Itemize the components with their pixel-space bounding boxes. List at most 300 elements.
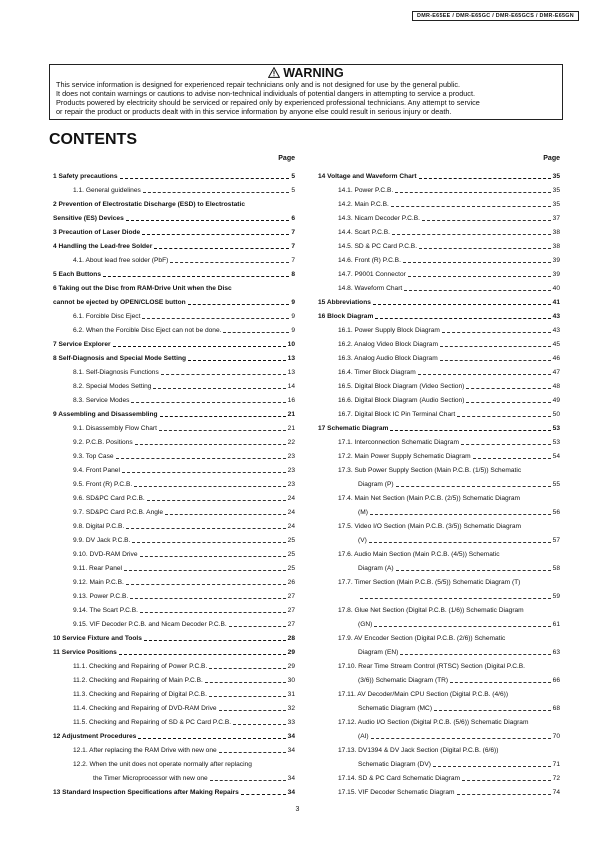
- toc-entry[interactable]: [53, 238, 295, 252]
- toc-entry[interactable]: [318, 490, 560, 504]
- toc-leader-line: [369, 541, 551, 543]
- toc-leader-line: [209, 695, 286, 697]
- toc-left-column: [53, 152, 295, 798]
- warning-box: [49, 64, 563, 120]
- toc-entry-page: 54: [552, 453, 560, 460]
- toc-entry-page: 7: [291, 243, 295, 250]
- toc-entry-title: 11.3. Checking and Repairing of Digital P.C.B.: [73, 691, 207, 698]
- toc-entry[interactable]: [318, 686, 560, 700]
- toc-leader-line: [233, 723, 286, 725]
- toc-leader-line: [434, 709, 551, 711]
- toc-leader-line: [113, 345, 286, 347]
- toc-entry-title: 9.11. Rear Panel: [73, 565, 122, 572]
- toc-entry-page: 68: [552, 705, 560, 712]
- toc-entry[interactable]: [53, 630, 295, 644]
- toc-leader-line: [466, 387, 550, 389]
- toc-entry[interactable]: [53, 280, 295, 294]
- toc-leader-line: [360, 597, 551, 599]
- toc-entry[interactable]: [318, 700, 560, 714]
- toc-entry-title: 12.1. After replacing the RAM Drive with new one: [73, 747, 217, 754]
- toc-entry-page: 27: [287, 593, 295, 600]
- toc-leader-line: [103, 275, 289, 277]
- toc-entry[interactable]: [53, 518, 295, 532]
- toc-entry-page: 21: [287, 425, 295, 432]
- toc-entry-page: 63: [552, 649, 560, 656]
- toc-entry-title: 17.5. Video I/O Section (Main P.C.B. (3/5)) Schematic Diagram: [338, 523, 521, 530]
- toc-entry-page: 34: [287, 775, 295, 782]
- toc-entry-title: 11.1. Checking and Repairing of Power P.C.B.: [73, 663, 208, 670]
- contents-title: CONTENTS: [49, 131, 137, 148]
- toc-entry-title: 14.6. Front (R) P.C.B.: [338, 257, 401, 264]
- toc-entry[interactable]: [53, 266, 295, 280]
- toc-entry[interactable]: [53, 532, 295, 546]
- toc-leader-line: [165, 513, 286, 515]
- toc-entry[interactable]: [53, 168, 295, 182]
- toc-entry-page: 23: [287, 467, 295, 474]
- toc-entry-page: 29: [287, 663, 295, 670]
- toc-leader-line: [473, 457, 551, 459]
- toc-entry[interactable]: [53, 462, 295, 476]
- toc-entry-title: 9.1. Disassembly Flow Chart: [73, 425, 157, 432]
- toc-entry-page: 34: [287, 733, 295, 740]
- toc-leader-line: [241, 793, 286, 795]
- toc-entry[interactable]: [318, 742, 560, 756]
- toc-entry-title: Diagram (EN): [358, 649, 399, 656]
- toc-entry[interactable]: [318, 210, 560, 224]
- toc-leader-line: [140, 555, 286, 557]
- toc-entry-title: 17.11. AV Decoder/Main CPU Section (Digital P.C.B. (4/6)): [338, 691, 509, 698]
- toc-entry-title: Diagram (A): [358, 565, 394, 572]
- toc-entry-page: 53: [552, 425, 560, 432]
- toc-leader-line: [408, 275, 551, 277]
- toc-entry-title: 8.3. Service Modes: [73, 397, 130, 404]
- toc-entry-title: 8.1. Self-Diagnosis Functions: [73, 369, 159, 376]
- toc-entry[interactable]: [53, 504, 295, 518]
- toc-entry-title: 6.1. Forcible Disc Eject: [73, 313, 141, 320]
- toc-entry-title: 16.2. Analog Video Block Diagram: [338, 341, 438, 348]
- toc-leader-line: [131, 401, 285, 403]
- toc-entry-title: 16 Block Diagram: [318, 313, 374, 320]
- toc-entry[interactable]: [318, 350, 560, 364]
- toc-entry[interactable]: [318, 476, 560, 490]
- toc-entry[interactable]: [53, 350, 295, 364]
- toc-entry[interactable]: [318, 168, 560, 182]
- toc-entry[interactable]: [318, 756, 560, 770]
- toc-entry-page: 6: [291, 215, 295, 222]
- toc-leader-line: [442, 331, 551, 333]
- toc-entry-title: 17.9. AV Encoder Section (Digital P.C.B. (2/6)) Schematic: [338, 635, 506, 642]
- toc-entry[interactable]: [53, 644, 295, 658]
- toc-entry-page: 45: [552, 341, 560, 348]
- toc-entry[interactable]: [53, 742, 295, 756]
- toc-entry-page: 34: [287, 789, 295, 796]
- toc-leader-line: [374, 625, 550, 627]
- toc-entry-page: 55: [552, 481, 560, 488]
- toc-entry-page: 24: [287, 523, 295, 530]
- toc-entry-title: 16.6. Digital Block Diagram (Audio Section): [338, 397, 465, 404]
- toc-entry[interactable]: [318, 518, 560, 532]
- toc-entry[interactable]: [53, 672, 295, 686]
- toc-leader-line: [205, 681, 286, 683]
- toc-entry[interactable]: [53, 476, 295, 490]
- toc-entry-title: (V): [358, 537, 367, 544]
- toc-leader-line: [144, 639, 286, 641]
- toc-entry[interactable]: [53, 588, 295, 602]
- toc-entry-title: 17.14. SD & PC Card Schematic Diagram: [338, 775, 461, 782]
- toc-entry[interactable]: [53, 182, 295, 196]
- toc-entry[interactable]: [318, 322, 560, 336]
- toc-leader-line: [124, 569, 286, 571]
- toc-leader-line: [461, 443, 551, 445]
- toc-entry[interactable]: [318, 294, 560, 308]
- toc-leader-line: [120, 177, 290, 179]
- toc-entry[interactable]: [53, 714, 295, 728]
- toc-leader-line: [395, 191, 550, 193]
- toc-entry-page: 22: [287, 439, 295, 446]
- toc-entry-title: 9.7. SD&PC Card P.C.B. Angle: [73, 509, 164, 516]
- toc-entry[interactable]: [318, 224, 560, 238]
- toc-entry-page: 38: [552, 229, 560, 236]
- toc-entry[interactable]: [318, 238, 560, 252]
- toc-entry-page: 71: [552, 761, 560, 768]
- toc-entry-page: 7: [291, 257, 295, 264]
- toc-entry-page: 37: [552, 215, 560, 222]
- warning-title-row: [56, 66, 556, 80]
- toc-entry[interactable]: [53, 770, 295, 784]
- toc-entry-title: 17 Schematic Diagram: [318, 425, 389, 432]
- toc-entry-title: 17.15. VIF Decoder Schematic Diagram: [338, 789, 455, 796]
- toc-entry-title: 4 Handling the Lead-free Solder: [53, 243, 153, 250]
- toc-leader-line: [375, 317, 550, 319]
- toc-leader-line: [142, 233, 289, 235]
- toc-entry-title: 17.12. Audio I/O Section (Digital P.C.B. (5/6)) Schematic Diagram: [338, 719, 529, 726]
- toc-entry-page: 59: [552, 593, 560, 600]
- toc-entry[interactable]: [53, 392, 295, 406]
- toc-entry-title: 16.5. Digital Block Diagram (Video Section): [338, 383, 465, 390]
- toc-entry-title: Schematic Diagram (DV): [358, 761, 431, 768]
- toc-entry[interactable]: [53, 364, 295, 378]
- toc-entry-page: 26: [287, 579, 295, 586]
- warning-triangle-icon: [268, 67, 280, 81]
- toc-entry[interactable]: [318, 280, 560, 294]
- toc-entry[interactable]: [318, 462, 560, 476]
- toc-entry[interactable]: [318, 546, 560, 560]
- toc-entry-page: 24: [287, 495, 295, 502]
- toc-entry[interactable]: [318, 266, 560, 280]
- toc-entry-title: (AI): [358, 733, 369, 740]
- page-column-header: Page: [278, 155, 295, 162]
- toc-entry[interactable]: [53, 574, 295, 588]
- toc-entry[interactable]: [318, 504, 560, 518]
- toc-leader-line: [373, 303, 551, 305]
- toc-leader-line: [391, 205, 551, 207]
- page-column-header: Page: [543, 155, 560, 162]
- toc-entry-page: 35: [552, 201, 560, 208]
- toc-entry[interactable]: [318, 658, 560, 672]
- toc-entry[interactable]: [53, 490, 295, 504]
- toc-entry-title: 14.1. Power P.C.B.: [338, 187, 394, 194]
- toc-leader-line: [440, 345, 551, 347]
- toc-entry-page: 70: [552, 733, 560, 740]
- warning-line: Products powered by electricity should be serviced or repaired only by experienced professional technicians. Any attempt to service: [56, 98, 480, 107]
- toc-leader-line: [209, 667, 285, 669]
- toc-leader-line: [450, 681, 551, 683]
- toc-entry-page: 5: [291, 173, 295, 180]
- toc-entry-title: 14.5. SD & PC Card P.C.B.: [338, 243, 418, 250]
- toc-entry-title: 9.15. VIF Decoder P.C.B. and Nicam Decoder P.C.B.: [73, 621, 227, 628]
- toc-entry-page: 35: [552, 173, 560, 180]
- toc-leader-line: [147, 499, 286, 501]
- model-code-header: DMR-E65EE / DMR-E65GC / DMR-E65GCS / DMR-E65GN: [412, 11, 579, 21]
- toc-entry-page: 25: [287, 565, 295, 572]
- toc-entry-page: 7: [291, 229, 295, 236]
- toc-entry[interactable]: [318, 574, 560, 588]
- toc-entry-page: 13: [287, 369, 295, 376]
- toc-entry-title: 16.3. Analog Audio Block Diagram: [338, 355, 438, 362]
- toc-right-list: [318, 168, 560, 798]
- toc-entry-page: 14: [287, 383, 295, 390]
- toc-entry[interactable]: [53, 420, 295, 434]
- toc-entry[interactable]: [318, 378, 560, 392]
- toc-entry-page: 56: [552, 509, 560, 516]
- toc-entry[interactable]: [318, 672, 560, 686]
- toc-entry[interactable]: [53, 602, 295, 616]
- toc-entry-title: 11 Service Positions: [53, 649, 117, 656]
- toc-entry-title: 14.4. Scart P.C.B.: [338, 229, 390, 236]
- toc-entry-page: 32: [287, 705, 295, 712]
- toc-entry[interactable]: [318, 532, 560, 546]
- toc-entry-page: 38: [552, 243, 560, 250]
- toc-entry-title: 9.13. Power P.C.B.: [73, 593, 129, 600]
- toc-entry-page: 28: [287, 635, 295, 642]
- toc-left-list: [53, 168, 295, 798]
- warning-line: This service information is designed for experienced repair technicians only and is not designed for use by the general public.: [56, 80, 460, 89]
- toc-entry[interactable]: [53, 686, 295, 700]
- toc-entry-page: 61: [552, 621, 560, 628]
- toc-entry[interactable]: [53, 378, 295, 392]
- toc-entry-title: 6.2. When the Forcible Disc Eject can not be done.: [73, 327, 222, 334]
- toc-entry-title: 17.7. Timer Section (Main P.C.B. (5/5)) Schematic Diagram (T): [338, 579, 521, 586]
- toc-entry[interactable]: [53, 322, 295, 336]
- toc-leader-line: [135, 443, 286, 445]
- toc-leader-line: [143, 191, 290, 193]
- toc-entry-page: 29: [287, 649, 295, 656]
- toc-entry[interactable]: [318, 336, 560, 350]
- toc-entry-page: 58: [552, 565, 560, 572]
- toc-entry[interactable]: [318, 196, 560, 210]
- toc-entry[interactable]: [53, 756, 295, 770]
- toc-entry[interactable]: [318, 308, 560, 322]
- toc-entry[interactable]: [53, 448, 295, 462]
- toc-entry-title: 9.14. The Scart P.C.B.: [73, 607, 138, 614]
- toc-entry-title: 17.13. DV1394 & DV Jack Section (Digital P.C.B. (6/6)): [338, 747, 499, 754]
- toc-entry-title: 17.10. Rear Time Stream Control (RTSC) Section (Digital P.C.B.: [338, 663, 526, 670]
- toc-entry-title: the Timer Microprocessor with new one: [93, 775, 208, 782]
- toc-entry[interactable]: [53, 560, 295, 574]
- toc-entry-title: 17.3. Sub Power Supply Section (Main P.C.B. (1/5)) Schematic: [338, 467, 522, 474]
- toc-entry[interactable]: [53, 336, 295, 350]
- toc-entry-page: 21: [287, 411, 295, 418]
- toc-entry[interactable]: [53, 434, 295, 448]
- toc-entry-title: 2 Prevention of Electrostatic Discharge (ESD) to Electrostatic: [53, 201, 246, 208]
- toc-leader-line: [219, 709, 286, 711]
- toc-entry-title: 8.2. Special Modes Setting: [73, 383, 152, 390]
- toc-entry[interactable]: [318, 602, 560, 616]
- toc-entry[interactable]: [53, 308, 295, 322]
- toc-entry-title: Schematic Diagram (MC): [358, 705, 433, 712]
- toc-entry[interactable]: [318, 420, 560, 434]
- toc-leader-line: [153, 387, 285, 389]
- toc-entry[interactable]: [318, 714, 560, 728]
- toc-entry-title: 14.8. Waveform Chart: [338, 285, 403, 292]
- toc-leader-line: [210, 779, 286, 781]
- toc-entry[interactable]: [318, 784, 560, 798]
- toc-entry-page: 25: [287, 537, 295, 544]
- toc-entry-page: 57: [552, 537, 560, 544]
- toc-entry[interactable]: [53, 252, 295, 266]
- toc-entry-page: 74: [552, 789, 560, 796]
- toc-entry-title: 11.5. Checking and Repairing of SD & PC Card P.C.B.: [73, 719, 232, 726]
- toc-entry-title: 9.5. Front (R) P.C.B.: [73, 481, 133, 488]
- toc-leader-line: [134, 485, 285, 487]
- toc-leader-line: [126, 219, 290, 221]
- toc-leader-line: [403, 261, 551, 263]
- toc-entry-page: 9: [291, 299, 295, 306]
- toc-leader-line: [396, 569, 551, 571]
- toc-leader-line: [392, 233, 551, 235]
- toc-entry[interactable]: [318, 770, 560, 784]
- toc-entry-page: 9: [291, 327, 295, 334]
- warning-title: WARNING: [283, 66, 344, 80]
- toc-leader-line: [457, 793, 551, 795]
- toc-leader-line: [132, 541, 285, 543]
- toc-entry[interactable]: [318, 182, 560, 196]
- toc-entry-page: 31: [287, 691, 295, 698]
- toc-entry-page: 48: [552, 383, 560, 390]
- toc-entry[interactable]: [53, 784, 295, 798]
- toc-leader-line: [126, 527, 285, 529]
- toc-entry[interactable]: [53, 658, 295, 672]
- toc-entry-title: 14.3. Nicam Decoder P.C.B.: [338, 215, 420, 222]
- toc-entry-page: 33: [287, 719, 295, 726]
- toc-entry-title: 15 Abbreviations: [318, 299, 371, 306]
- toc-entry-title: 9.4. Front Panel: [73, 467, 120, 474]
- toc-entry-page: 72: [552, 775, 560, 782]
- toc-entry[interactable]: [318, 644, 560, 658]
- toc-entry[interactable]: [53, 196, 295, 210]
- toc-entry-page: 27: [287, 607, 295, 614]
- toc-entry[interactable]: [318, 448, 560, 462]
- toc-entry-title: 17.2. Main Power Supply Schematic Diagram: [338, 453, 471, 460]
- toc-entry-page: 50: [552, 411, 560, 418]
- toc-entry-title: 9.2. P.C.B. Positions: [73, 439, 133, 446]
- toc-entry-title: 12 Adjustment Procedures: [53, 733, 137, 740]
- toc-entry-page: 30: [287, 677, 295, 684]
- toc-leader-line: [419, 247, 551, 249]
- toc-leader-line: [457, 415, 551, 417]
- toc-entry-title: 17.4. Main Net Section (Main P.C.B. (2/5)) Schematic Diagram: [338, 495, 521, 502]
- warning-line: or repair the product or products dealt with in this service information by anyone else could result in serious injury or death.: [56, 107, 452, 116]
- toc-entry-page: 47: [552, 369, 560, 376]
- toc-entry[interactable]: [53, 406, 295, 420]
- warning-line: It does not contain warnings or cautions to advise non-technical individuals of potential dangers in attempting to service a product.: [56, 89, 476, 98]
- toc-leader-line: [170, 261, 289, 263]
- toc-entry-title: Diagram (P): [358, 481, 394, 488]
- toc-entry[interactable]: [53, 728, 295, 742]
- toc-entry-title: 9.12. Main P.C.B.: [73, 579, 124, 586]
- toc-entry-title: 9.6. SD&PC Card P.C.B.: [73, 495, 145, 502]
- toc-leader-line: [188, 359, 286, 361]
- toc-entry-page: 24: [287, 509, 295, 516]
- toc-leader-line: [229, 625, 286, 627]
- toc-entry-page: 41: [552, 299, 560, 306]
- toc-leader-line: [126, 583, 286, 585]
- toc-leader-line: [122, 471, 286, 473]
- toc-leader-line: [370, 513, 551, 515]
- toc-entry-title: (M): [358, 509, 368, 516]
- toc-entry[interactable]: [53, 700, 295, 714]
- toc-entry[interactable]: [318, 560, 560, 574]
- toc-entry[interactable]: [318, 616, 560, 630]
- toc-entry-page: 39: [552, 257, 560, 264]
- toc-entry-title: 4.1. About lead free solder (PbF): [73, 257, 169, 264]
- toc-entry[interactable]: [318, 406, 560, 420]
- toc-entry-page: 25: [287, 551, 295, 558]
- toc-entry-page: 43: [552, 327, 560, 334]
- toc-entry-page: 16: [287, 397, 295, 404]
- toc-entry-page: 49: [552, 397, 560, 404]
- toc-entry[interactable]: [53, 546, 295, 560]
- toc-entry[interactable]: [53, 224, 295, 238]
- toc-entry-title: cannot be ejected by OPEN/CLOSE button: [53, 299, 186, 306]
- toc-entry-title: 8 Self-Diagnosis and Special Mode Setting: [53, 355, 186, 362]
- toc-leader-line: [142, 317, 289, 319]
- toc-entry[interactable]: [53, 616, 295, 630]
- toc-entry[interactable]: [318, 364, 560, 378]
- toc-leader-line: [130, 597, 285, 599]
- toc-leader-line: [390, 429, 550, 431]
- toc-entry[interactable]: [318, 392, 560, 406]
- toc-entry[interactable]: [318, 434, 560, 448]
- toc-entry-title: 10 Service Fixture and Tools: [53, 635, 142, 642]
- toc-entry-title: 14 Voltage and Waveform Chart: [318, 173, 417, 180]
- toc-leader-line: [160, 415, 286, 417]
- toc-entry-title: 3 Precaution of Laser Diode: [53, 229, 141, 236]
- toc-entry[interactable]: [318, 588, 560, 602]
- toc-entry[interactable]: [318, 630, 560, 644]
- toc-leader-line: [138, 737, 285, 739]
- toc-leader-line: [433, 765, 551, 767]
- toc-entry-title: 14.2. Main P.C.B.: [338, 201, 389, 208]
- toc-entry-title: 7 Service Explorer: [53, 341, 111, 348]
- toc-entry-title: 14.7. P9001 Connector: [338, 271, 406, 278]
- toc-leader-line: [223, 331, 289, 333]
- toc-entry[interactable]: [318, 728, 560, 742]
- toc-entry-title: 1.1. General guidelines: [73, 187, 141, 194]
- toc-entry-page: 34: [287, 747, 295, 754]
- toc-entry[interactable]: [53, 210, 295, 224]
- toc-entry-page: 27: [287, 621, 295, 628]
- toc-entry-title: 16.1. Power Supply Block Diagram: [338, 327, 440, 334]
- toc-entry-title: 16.4. Timer Block Diagram: [338, 369, 416, 376]
- toc-entry-page: 5: [291, 187, 295, 194]
- toc-entry[interactable]: [318, 252, 560, 266]
- toc-entry-title: 13 Standard Inspection Specifications after Making Repairs: [53, 789, 239, 796]
- toc-entry-page: 40: [552, 285, 560, 292]
- toc-entry-title: 11.4. Checking and Repairing of DVD-RAM Drive: [73, 705, 217, 712]
- toc-entry[interactable]: [53, 294, 295, 308]
- toc-leader-line: [116, 457, 286, 459]
